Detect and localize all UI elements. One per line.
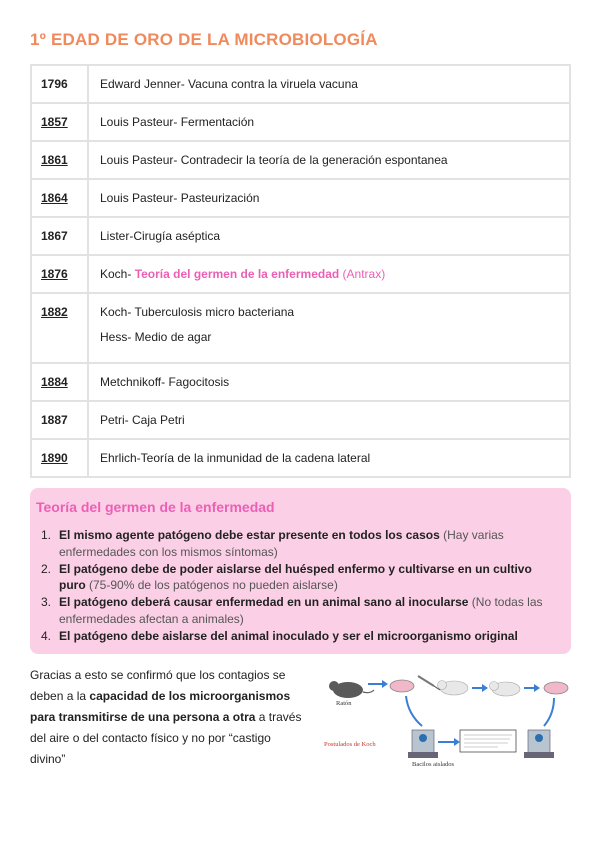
postulate-item [41, 561, 561, 594]
page-title: 1º EDAD DE ORO DE LA MICROBIOLOGÍA [30, 30, 378, 49]
description-line [100, 451, 569, 465]
timeline-description [88, 65, 570, 103]
timeline-table [30, 64, 571, 478]
koch-diagram [322, 660, 572, 770]
timeline-row [31, 65, 570, 103]
postulate-statement: El patógeno debe de poder aislarse del huésped enfermo y cultivarse en un cultivo puro [59, 561, 532, 592]
timeline-year [31, 401, 88, 439]
description-text: Hess- Medio de agar [100, 330, 212, 344]
year-text: 1884 [41, 375, 68, 389]
description-line [100, 375, 569, 389]
description-line [100, 305, 569, 319]
postulate-statement: El patógeno deberá causar enfermedad en un animal sano al inocularse [59, 595, 469, 609]
postulate-item [41, 628, 561, 645]
arrow-icon [368, 680, 388, 688]
year-text: 1864 [41, 191, 68, 205]
description-text: Louis Pasteur- Pasteurización [100, 191, 260, 205]
timeline-row [31, 217, 570, 255]
description-line [100, 413, 569, 427]
timeline-description [88, 217, 570, 255]
timeline-row [31, 363, 570, 401]
timeline-year [31, 255, 88, 293]
timeline-year [31, 293, 88, 363]
petri-dish-icon [544, 682, 568, 694]
koch-postulates-figure [322, 660, 572, 770]
timeline-description [88, 293, 570, 363]
arrow-icon [524, 684, 540, 692]
description-text: Ehrlich-Teoría de la inmunidad de la cadena lateral [100, 451, 371, 465]
paragraph-text-end: a través del aire o del contacto físico y no por “castigo divino” [30, 710, 302, 766]
syringe-icon [418, 676, 440, 690]
paragraph-text: Gracias a esto se confirmó que los contagios se deben a la [30, 668, 286, 703]
description-text: Koch- Tuberculosis micro bacteriana [100, 305, 295, 319]
postulate-statement: El mismo agente patógeno debe estar presente en todos los casos [59, 528, 440, 542]
description-text: Louis Pasteur- Fermentación [100, 115, 255, 129]
description-line [100, 153, 569, 167]
description-text: Lister-Cirugía aséptica [100, 229, 221, 243]
paragraph-bold: capacidad de los microorganismos para transmitirse de una persona a otra [30, 689, 291, 724]
postulate-note: (75-90% de los patógenos no pueden aislarse) [85, 578, 338, 592]
timeline-row [31, 439, 570, 477]
postulate-note: (No todas las enfermedades afectan a animales) [59, 595, 543, 626]
year-text: 1861 [41, 153, 68, 167]
arrow-icon [438, 738, 460, 746]
description-text: Metchnikoff- Fagocitosis [100, 375, 230, 389]
comparison-box [460, 730, 516, 752]
timeline-description [88, 179, 570, 217]
timeline-description [88, 401, 570, 439]
year-text: 1796 [41, 77, 68, 91]
postulate-note: (Hay varias enfermedades con los mismos síntomas) [59, 528, 504, 559]
year-text: 1890 [41, 451, 68, 465]
description-text: Teoría del germen de la enfermedad [134, 267, 340, 281]
year-text: 1867 [41, 229, 68, 243]
timeline-year [31, 65, 88, 103]
description-line [100, 191, 569, 205]
microscope-icon [524, 730, 554, 758]
timeline-row [31, 103, 570, 141]
year-text: 1876 [41, 267, 68, 281]
timeline-year [31, 217, 88, 255]
year-text: 1887 [41, 413, 68, 427]
postulate-number: 2. [41, 561, 52, 576]
mouse-label: Ratón [336, 700, 352, 707]
timeline-row [31, 141, 570, 179]
year-text: 1857 [41, 115, 68, 129]
description-line [100, 267, 569, 281]
timeline-row [31, 179, 570, 217]
description-line [100, 330, 569, 344]
description-text: Petri- Caja Petri [100, 413, 185, 427]
description-text: Koch- [100, 267, 135, 281]
timeline-year [31, 141, 88, 179]
figure-caption: Postulados de Koch [324, 741, 376, 748]
description-line [100, 115, 569, 129]
description-line [100, 77, 569, 91]
timeline-description [88, 439, 570, 477]
description-text: (Antrax) [339, 267, 386, 281]
timeline-year [31, 439, 88, 477]
timeline-year [31, 363, 88, 401]
postulates-list [41, 527, 561, 645]
timeline-description [88, 363, 570, 401]
description-line [100, 229, 569, 243]
timeline-row [31, 255, 570, 293]
microscope-icon [408, 730, 438, 758]
postulate-statement: El patógeno debe aislarse del animal inoculado y ser el microorganismo original [59, 628, 518, 643]
timeline-year [31, 179, 88, 217]
petri-dish-icon [390, 680, 414, 692]
timeline-description [88, 141, 570, 179]
conclusion-paragraph [30, 665, 305, 770]
germ-theory-box [30, 488, 571, 654]
description-text: Edward Jenner- Vacuna contra la viruela vacuna [100, 77, 358, 91]
year-text: 1882 [41, 305, 68, 319]
postulate-number: 3. [41, 595, 52, 609]
timeline-row [31, 401, 570, 439]
curved-arrow-icon [544, 698, 554, 726]
timeline-description [88, 103, 570, 141]
sick-mouse-icon [329, 681, 374, 698]
postulate-number: 1. [41, 528, 52, 542]
timeline-year [31, 103, 88, 141]
healthy-mouse-icon [438, 681, 469, 696]
postulate-item [41, 594, 561, 627]
description-text: Louis Pasteur- Contradecir la teoría de la generación espontanea [100, 153, 448, 167]
timeline-description [88, 255, 570, 293]
germ-theory-heading: Teoría del germen de la enfermedad [36, 499, 275, 515]
infected-mouse-icon [490, 682, 521, 697]
curved-arrow-icon [406, 696, 422, 726]
timeline-row [31, 293, 570, 363]
postulate-item [41, 527, 561, 560]
arrow-icon [472, 684, 488, 692]
postulate-number: 4. [41, 628, 52, 643]
isolated-bacilli-label: Bacilos aislados [412, 761, 455, 768]
